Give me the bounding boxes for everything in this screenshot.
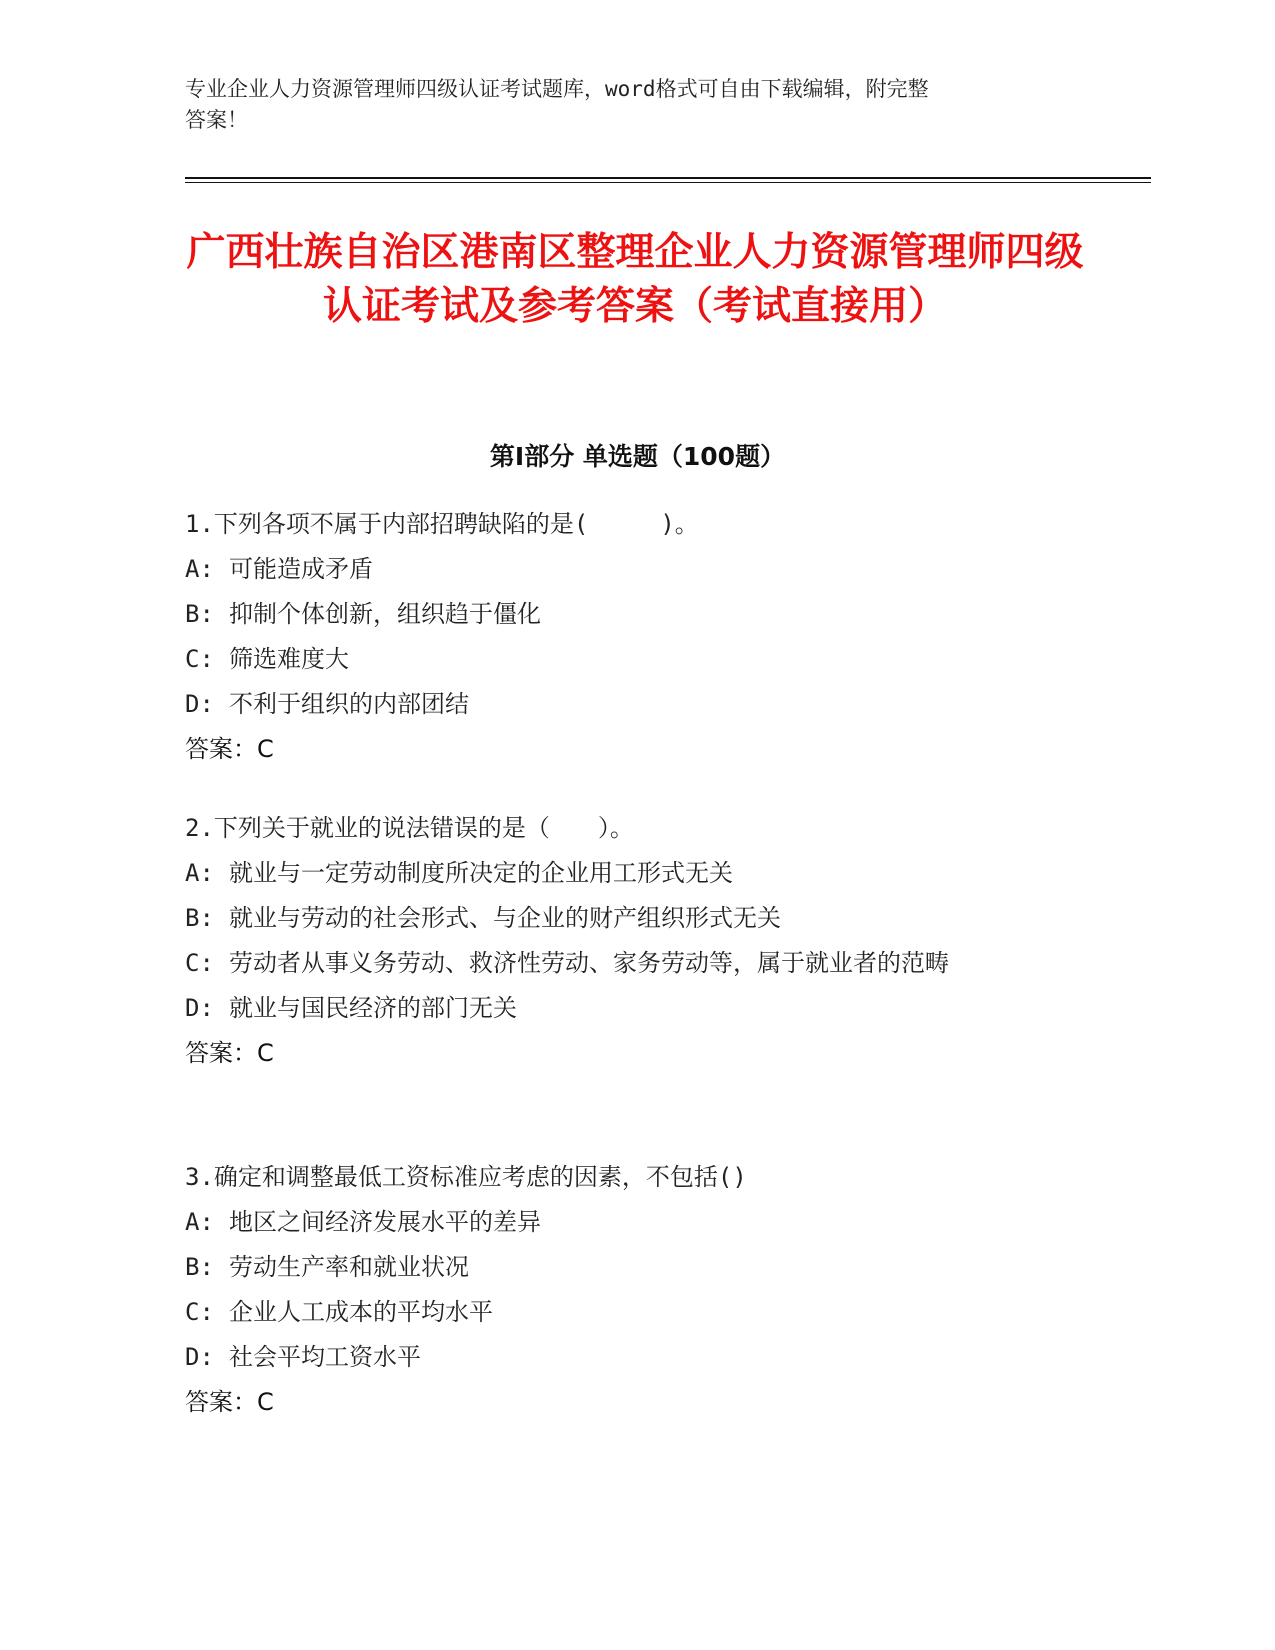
option-letter: D: (185, 1343, 214, 1371)
option-text: 劳动者从事义务劳动、救济性劳动、家务劳动等，属于就业者的范畴 (229, 949, 949, 977)
option-text: 抑制个体创新，组织趋于僵化 (229, 600, 541, 628)
option-letter: D: (185, 994, 214, 1022)
header-note-line-1: 专业企业人力资源管理师四级认证考试题库，word格式可自由下载编辑，附完整 (185, 77, 929, 101)
option-a (185, 851, 1085, 896)
question-stem: 3.确定和调整最低工资标准应考虑的因素，不包括() (185, 1163, 747, 1191)
option-letter: C: (185, 949, 214, 977)
header-divider-thin (185, 182, 1151, 183)
question-2 (185, 806, 1085, 1076)
option-text: 就业与一定劳动制度所决定的企业用工形式无关 (229, 859, 733, 887)
option-text: 就业与劳动的社会形式、与企业的财产组织形式无关 (229, 904, 781, 932)
option-letter: B: (185, 600, 214, 628)
question-3 (185, 1155, 1085, 1425)
option-letter: A: (185, 555, 214, 583)
header-note-line-2: 答案！ (185, 108, 248, 132)
option-letter: C: (185, 1298, 214, 1326)
answer: 答案：C (185, 1039, 274, 1067)
option-c (185, 1290, 1085, 1335)
option-a (185, 547, 1085, 592)
option-text: 可能造成矛盾 (229, 555, 373, 583)
option-text: 劳动生产率和就业状况 (229, 1253, 469, 1281)
option-text: 筛选难度大 (229, 645, 349, 673)
question-stem: 1.下列各项不属于内部招聘缺陷的是( )。 (185, 510, 699, 538)
question-1 (185, 502, 1085, 772)
answer: 答案：C (185, 1388, 274, 1416)
answer: 答案：C (185, 735, 274, 763)
option-letter: C: (185, 645, 214, 673)
option-d (185, 1335, 1085, 1380)
option-b (185, 1245, 1085, 1290)
option-c (185, 941, 1085, 986)
option-d (185, 682, 1085, 727)
option-letter: A: (185, 1208, 214, 1236)
option-d (185, 986, 1085, 1031)
header-note (185, 74, 1075, 136)
option-text: 企业人工成本的平均水平 (229, 1298, 493, 1326)
section-title: 第Ⅰ部分 单选题（100题） (489, 442, 786, 471)
option-a (185, 1200, 1085, 1245)
option-b (185, 592, 1085, 637)
option-letter: D: (185, 690, 214, 718)
option-letter: B: (185, 1253, 214, 1281)
header-divider-thick (185, 177, 1151, 179)
option-text: 就业与国民经济的部门无关 (229, 994, 517, 1022)
option-b (185, 896, 1085, 941)
option-text: 不利于组织的内部团结 (229, 690, 469, 718)
option-letter: A: (185, 859, 214, 887)
option-c (185, 637, 1085, 682)
question-stem: 2.下列关于就业的说法错误的是（ ）。 (185, 814, 634, 842)
option-letter: B: (185, 904, 214, 932)
option-text: 社会平均工资水平 (229, 1343, 421, 1371)
document-title: 广西壮族自治区港南区整理企业人力资源管理师四级认证考试及参考答案（考试直接用） (186, 230, 1084, 329)
option-text: 地区之间经济发展水平的差异 (229, 1208, 541, 1236)
